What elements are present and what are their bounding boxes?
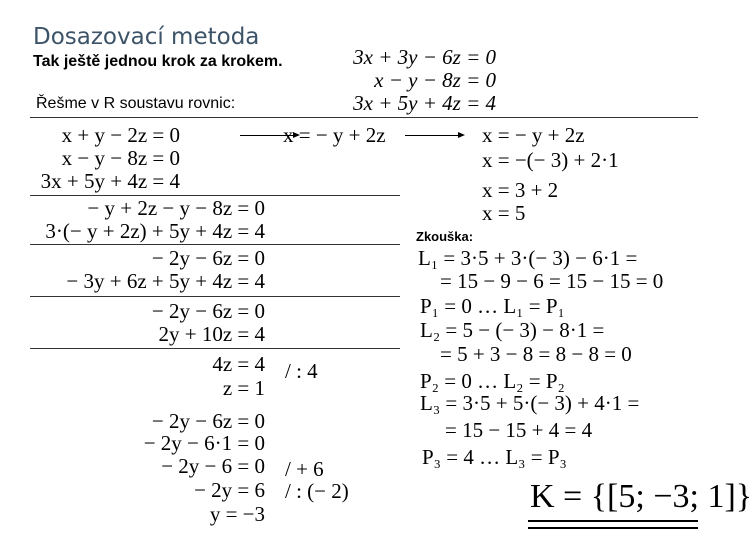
eq: x − y − 8z = 0 bbox=[61, 146, 180, 170]
operation: / : (− 2) bbox=[285, 479, 349, 503]
system-eq-1: 3x + 3y − 6z = 0 bbox=[353, 45, 496, 69]
eq: x + y − 2z = 0 bbox=[61, 123, 180, 147]
check-label: Zkouška: bbox=[416, 229, 474, 244]
x-eq: x = −(− 3) + 2·1 bbox=[482, 148, 619, 172]
slide-title: Dosazovací metoda bbox=[33, 24, 260, 50]
eq: 4z = 4 bbox=[212, 352, 265, 376]
eq: y = −3 bbox=[209, 502, 265, 526]
eq: − 2y − 6z = 0 bbox=[151, 246, 265, 270]
check-line: = 15 − 9 − 6 = 15 − 15 = 0 bbox=[440, 269, 664, 293]
eq: − 2y − 6z = 0 bbox=[151, 299, 265, 323]
system-eq-2: x − y − 8z = 0 bbox=[374, 68, 496, 92]
result-set: K = {[5; −3; 1]} bbox=[530, 478, 752, 515]
eq: − 2y − 6 = 0 bbox=[161, 454, 265, 478]
x-eq: x = 5 bbox=[482, 201, 526, 225]
substitution-eq: x = − y + 2z bbox=[283, 123, 386, 147]
check-line: P₁ = 0 … L₁ = P₁ bbox=[420, 294, 565, 318]
eq: − 2y − 6z = 0 bbox=[151, 409, 265, 433]
x-eq: x = − y + 2z bbox=[482, 123, 585, 147]
check-line: P₂ = 0 … L₂ = P₂ bbox=[420, 369, 565, 393]
arrow-icon bbox=[405, 135, 463, 136]
check-line: L₂ = 5 − (− 3) − 8·1 = bbox=[420, 318, 605, 342]
system-eq-3: 3x + 5y + 4z = 4 bbox=[353, 91, 496, 115]
eq: z = 1 bbox=[222, 376, 265, 400]
eq: − y + 2z − y − 8z = 0 bbox=[87, 196, 265, 220]
check-line: L₃ = 3·5 + 5·(− 3) + 4·1 = bbox=[420, 391, 640, 415]
eq: − 2y − 6·1 = 0 bbox=[143, 431, 265, 455]
eq: − 3y + 6z + 5y + 4z = 4 bbox=[66, 269, 265, 293]
operation: / + 6 bbox=[285, 457, 324, 481]
double-underline bbox=[528, 520, 698, 529]
check-line: = 5 + 3 − 8 = 8 − 8 = 0 bbox=[440, 342, 632, 366]
divider bbox=[30, 244, 400, 245]
task-text: Řešme v R soustavu rovnic: bbox=[36, 95, 236, 112]
divider bbox=[30, 117, 698, 118]
eq: 3·(− y + 2z) + 5y + 4z = 4 bbox=[45, 219, 265, 243]
eq: 3x + 5y + 4z = 4 bbox=[40, 169, 180, 193]
operation: / : 4 bbox=[285, 359, 318, 383]
check-line: L₁ = 3·5 + 3·(− 3) − 6·1 = bbox=[418, 246, 638, 270]
divider bbox=[30, 348, 400, 349]
check-line: = 15 − 15 + 4 = 4 bbox=[445, 418, 593, 442]
check-line: P₃ = 4 … L₃ = P₃ bbox=[422, 445, 567, 469]
subtitle: Tak ještě jednou krok za krokem. bbox=[33, 53, 283, 70]
eq: − 2y = 6 bbox=[194, 478, 265, 502]
divider bbox=[30, 296, 400, 297]
eq: 2y + 10z = 4 bbox=[158, 322, 265, 346]
x-eq: x = 3 + 2 bbox=[482, 178, 559, 202]
